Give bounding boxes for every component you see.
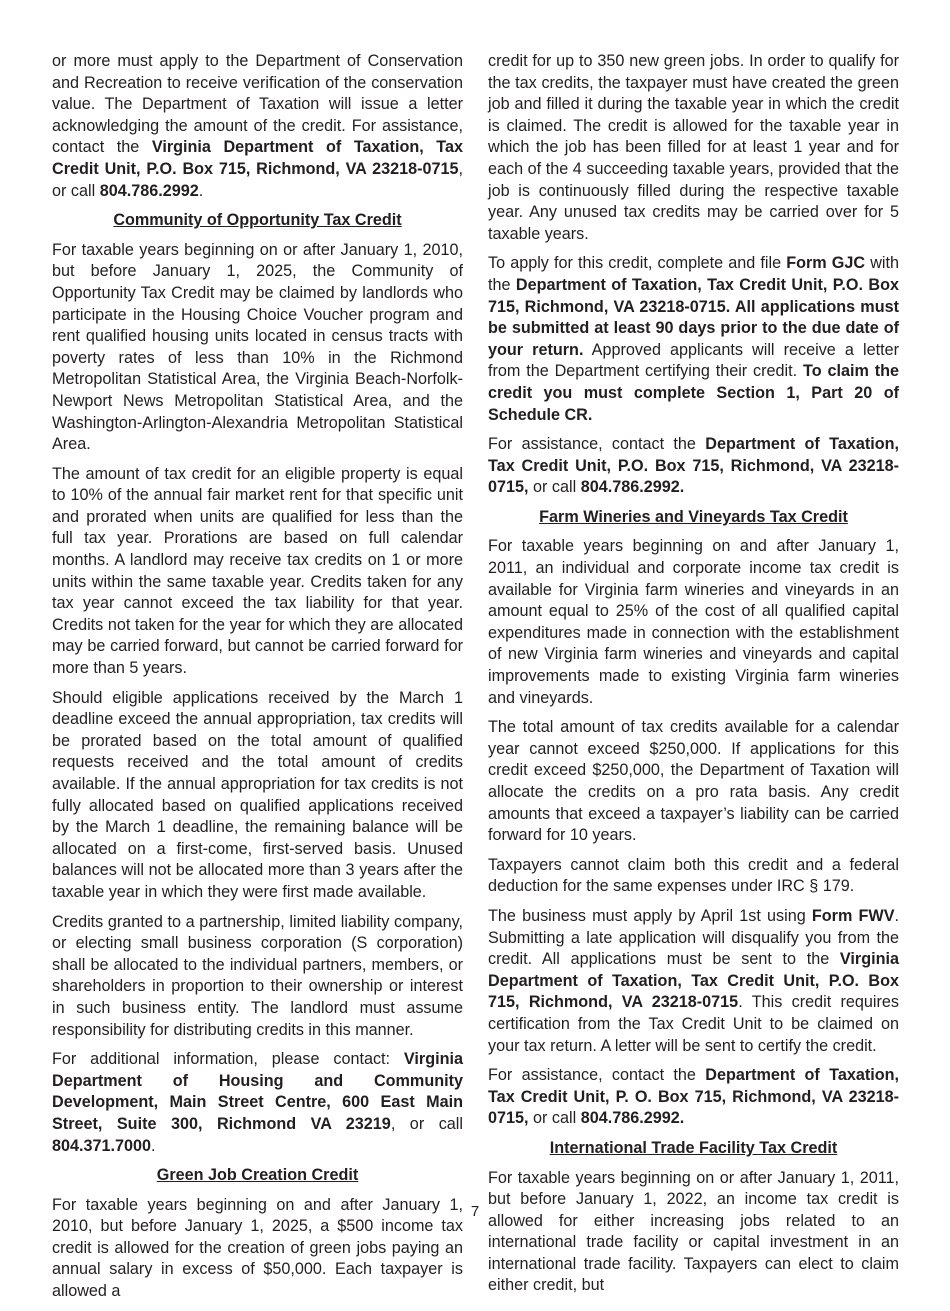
paragraph — [488, 1065, 899, 1130]
text-run: or call — [528, 1109, 581, 1128]
paragraph — [52, 464, 463, 680]
text-run: International Trade Facility Tax Credit — [549, 1138, 838, 1157]
paragraph — [488, 51, 899, 245]
text-run: . Submitting a late application will disqualify you from the credit. All applications must be sent to the — [488, 906, 899, 969]
text-run: Credits granted to a partnership, limited liability company, or electing small business corporation (S corporation) shall be allocated to the individual partners, members, or shareholders in proportion to their ownership or interest in such business entity. The landlord must assume responsibility for distributing credits in this manner. — [52, 912, 463, 1039]
bold-text: Virginia Department of Taxation, Tax Credit Unit, P.O. Box 715, Richmond, VA 23218-0715 — [52, 138, 463, 178]
text-run: Taxpayers cannot claim both this credit and a federal deduction for the same expenses under IRC § 179. — [488, 855, 899, 896]
paragraph — [488, 717, 899, 847]
text-run: To apply for this credit, complete and file — [488, 254, 787, 273]
bold-text: Department of Taxation, Tax Credit Unit, P.O. Box 715, Richmond, VA 23218-0715, — [488, 435, 899, 497]
text-run: For assistance, contact the — [488, 435, 706, 454]
bold-text: 804.786.2992 — [99, 181, 199, 200]
paragraph — [52, 240, 463, 456]
section-heading — [488, 1138, 899, 1160]
text-run: For taxable years beginning on or after January 1, 2010, but before January 1, 2025, the Community of Opportunity Tax Credit may be claimed by landlords who participate in the Housing Choice Voucher program and rent qualified housing units located in census tracts with poverty rates of less than 10% in the Richmond Metropolitan Statistical Area, the Virginia Beach-Norfolk-Newport News Metropolitan Statistical Area, and the Washington-Arlington-Alexandria Metropolitan Statistical Area. — [52, 240, 463, 454]
text-run: For taxable years beginning on and after January 1, 2011, an individual and corporate income tax credit is available for Virginia farm wineries and vineyards in an amount equal to 25% of the cost of all qualified capital expenditures made in connection with the establishment of new Virginia farm wineries and vineyards and capital improvements made to existing Virginia farm wineries and vineyards. — [488, 537, 899, 707]
bold-text: 804.786.2992. — [580, 1109, 685, 1128]
paragraph — [488, 906, 899, 1057]
bold-text: 804.786.2992. — [580, 478, 685, 497]
left-column — [52, 51, 463, 1311]
paragraph — [488, 855, 899, 898]
text-run: Farm Wineries and Vineyards Tax Credit — [539, 507, 848, 526]
bold-text: Department of Taxation, Tax Credit Unit, P. O. Box 715, Richmond, VA 23218-0715, — [488, 1066, 899, 1128]
text-run: Community of Opportunity Tax Credit — [113, 211, 402, 230]
bold-text: Virginia Department of Taxation, Tax Credit Unit, P.O. Box 715, Richmond, VA 23218-0715 — [488, 950, 899, 1012]
section-heading — [488, 507, 899, 529]
paragraph — [488, 253, 899, 426]
text-run: Green Job Creation Credit — [156, 1166, 359, 1185]
bold-text: Form FWV — [811, 906, 895, 925]
text-run: For taxable years beginning on and after January 1, 2010, but before January 1, 2025, a $500 income tax credit is allowed for the creation of green jobs paying an annual salary in excess of $50,000. Each taxpayer is allowed a — [52, 1195, 463, 1301]
section-heading — [52, 1165, 463, 1187]
text-run: . This credit requires certification from the Tax Credit Unit to be claimed on your tax return. A letter will be sent to certify the credit. — [488, 993, 900, 1055]
paragraph — [52, 51, 463, 202]
text-run: , or call — [52, 159, 463, 200]
text-run: For assistance, contact the — [488, 1066, 706, 1085]
text-run: The total amount of tax credits available for a calendar year cannot exceed $250,000. If applications for this credit exceed $250,000, the Department of Taxation will allocate the credits on a pro rata basis. Any credit amounts that exceed a taxpayer’s liability can be carried forward for 10 years. — [488, 718, 899, 845]
paragraph — [52, 912, 463, 1042]
text-run: For taxable years beginning on or after January 1, 2011, but before January 1, 2022, an income tax credit is allowed for either increasing jobs related to an international trade facility or capital investment in an international trade facility. Taxpayers can elect to claim either credit, but — [488, 1168, 899, 1295]
text-run: . — [198, 181, 204, 200]
paragraph — [488, 536, 899, 709]
text-run: Should eligible applications received by the March 1 deadline exceed the annual appropriation, tax credits will be prorated based on the total amount of qualified requests received and the total amount of credits available. If the annual appropriation for tax credits is not fully allocated based on qualified applications received by the March 1 deadline, the remaining balance will be allocated on a first-come, first-served basis. Unused balances will not be allocated more than 3 years after the taxable year in which they were first made available. — [52, 688, 463, 901]
text-run: or call — [528, 478, 581, 497]
bold-text: To claim the credit you must complete Section 1, Part 20 of Schedule CR. — [488, 362, 900, 424]
text-run: Approved applicants will receive a letter from the Department certifying their credit. — [488, 340, 899, 381]
paragraph — [488, 434, 899, 499]
bold-text: Form GJC — [786, 254, 866, 273]
text-run: The amount of tax credit for an eligible property is equal to 10% of the annual fair market rent for that specific unit and prorated when units are qualified for less than the full tax year. Prorations are based on full calendar months. A landlord may receive tax credits on 1 or more units within the same taxable year. Credits taken for any tax year cannot exceed the tax liability for that year. Credits not taken for the year for which they are allocated may be carried forward, but cannot be carried forward for more than 5 years. — [52, 464, 463, 678]
paragraph — [52, 688, 463, 904]
text-run: with the — [488, 254, 899, 294]
paragraph — [52, 1049, 463, 1157]
page-number: 7 — [470, 1203, 480, 1220]
text-run: For additional information, please contact: — [52, 1050, 404, 1069]
text-run: credit for up to 350 new green jobs. In order to qualify for the tax credits, the taxpayer must have created the green job and filled it during the taxable year in which the credit is claimed. The credit is allowed for the taxable year in which the job has been filled for at least 1 year and for each of the 4 succeeding taxable years, provided that the job is continuously filled during the respective taxable year. Any unused tax credits may be carried over for 5 taxable years. — [488, 52, 899, 243]
bold-text: 804.371.7000 — [52, 1136, 152, 1155]
right-column — [488, 51, 899, 1305]
text-run: . — [151, 1136, 156, 1155]
text-run: , or call — [390, 1114, 463, 1133]
text-run: The business must apply by April 1st using — [488, 906, 812, 925]
bold-text: Department of Taxation, Tax Credit Unit, P.O. Box 715, Richmond, VA 23218-0715. All applications must be submitted at least 90 days prior to the due date of your return. — [488, 275, 899, 359]
bold-text: Virginia Department of Housing and Community Development, Main Street Centre, 600 East Main Street, Suite 300, Richmond VA 23219 — [52, 1050, 463, 1133]
text-run: or more must apply to the Department of Conservation and Recreation to receive verification of the conservation value. The Department of Taxation will issue a letter acknowledging the amount of the credit. For assistance, contact the — [52, 52, 463, 157]
section-heading — [52, 210, 463, 232]
paragraph — [488, 1168, 899, 1298]
